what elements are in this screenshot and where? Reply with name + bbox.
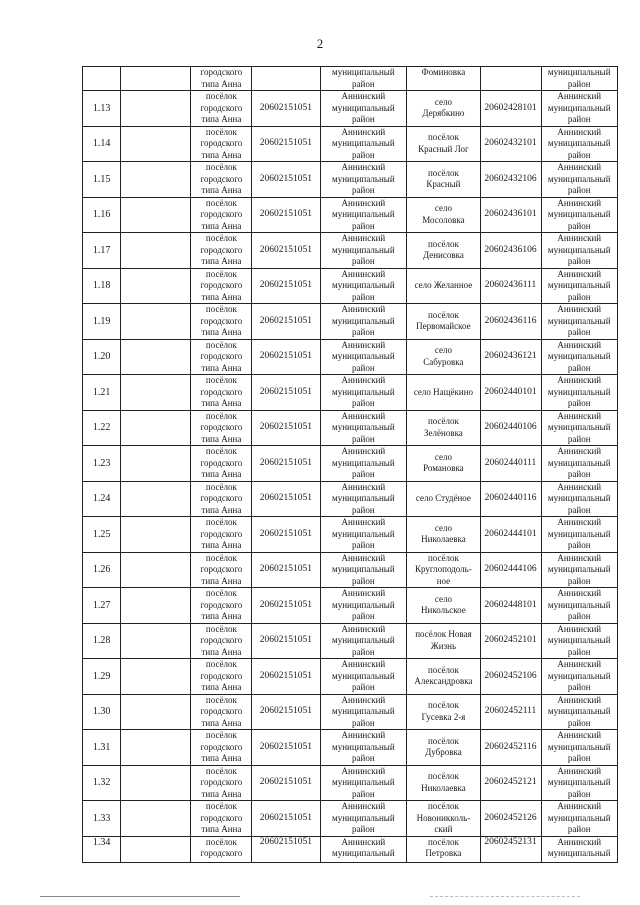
cell-place-code: 20602452126 [480, 801, 541, 837]
footer-dotted-rule [430, 896, 580, 897]
cell-municipality: Аннинский муниципальный район [320, 410, 407, 446]
cell-oktmo: 20602151051 [252, 801, 320, 837]
cell-blank [121, 339, 191, 375]
cell-oktmo: 20602151051 [252, 197, 320, 233]
cell-place-name: посёлок Александровка [407, 659, 480, 695]
cell-blank [121, 801, 191, 837]
table-row [83, 126, 618, 162]
cell-district: муниципальный район [541, 67, 618, 91]
cell-place-code: 20602452116 [480, 730, 541, 766]
cell-number: 1.16 [83, 197, 121, 233]
cell-settlement-type: посёлок городского типа Анна [191, 552, 252, 588]
cell-municipality: Аннинский муниципальный [320, 836, 407, 862]
cell-place-code: 20602436106 [480, 233, 541, 269]
cell-district: Аннинский муниципальный [541, 836, 618, 862]
cell-district: Аннинский муниципальный район [541, 446, 618, 482]
cell-oktmo: 20602151051 [252, 694, 320, 730]
cell-blank [121, 91, 191, 127]
cell-municipality: Аннинский муниципальный район [320, 375, 407, 411]
cell-settlement-type: посёлок городского типа Анна [191, 446, 252, 482]
cell-district: Аннинский муниципальный район [541, 410, 618, 446]
cell-number: 1.28 [83, 623, 121, 659]
table-row [83, 446, 618, 482]
cell-number: 1.27 [83, 588, 121, 624]
cell-blank [121, 233, 191, 269]
table-row-continuation [83, 67, 618, 91]
cell-place-code: 20602436101 [480, 197, 541, 233]
cell-settlement-type: посёлок городского типа Анна [191, 694, 252, 730]
cell-place-code: 20602436116 [480, 304, 541, 340]
table-row [83, 623, 618, 659]
cell-number: 1.14 [83, 126, 121, 162]
cell-district: Аннинский муниципальный район [541, 375, 618, 411]
cell-place-name: село Дерябкино [407, 91, 480, 127]
table-row [83, 588, 618, 624]
cell-district: Аннинский муниципальный район [541, 162, 618, 198]
page-number: 2 [316, 36, 324, 51]
cell-place-name: посёлок Денисовка [407, 233, 480, 269]
cell-settlement-type: посёлок городского [191, 836, 252, 862]
cell-place-code: 20602452101 [480, 623, 541, 659]
cell-number: 1.34 [83, 836, 121, 862]
cell-place-name: село Николаевка [407, 517, 480, 553]
table-row [83, 801, 618, 837]
cell-district: Аннинский муниципальный район [541, 268, 618, 304]
cell-settlement-type: посёлок городского типа Анна [191, 765, 252, 801]
cell-municipality: Аннинский муниципальный район [320, 446, 407, 482]
cell-municipality: Аннинский муниципальный район [320, 304, 407, 340]
table-row [83, 481, 618, 517]
cell-settlement-type: посёлок городского типа Анна [191, 339, 252, 375]
settlements-table [82, 66, 618, 863]
cell-oktmo: 20602151051 [252, 446, 320, 482]
cell-oktmo: 20602151051 [252, 623, 320, 659]
cell-number: 1.32 [83, 765, 121, 801]
cell-settlement-type: посёлок городского типа Анна [191, 268, 252, 304]
cell-municipality: Аннинский муниципальный район [320, 162, 407, 198]
cell-settlement-type: посёлок городского типа Анна [191, 91, 252, 127]
cell-number: 1.21 [83, 375, 121, 411]
cell-municipality: Аннинский муниципальный район [320, 481, 407, 517]
cell-district: Аннинский муниципальный район [541, 197, 618, 233]
cell-settlement-type: посёлок городского типа Анна [191, 126, 252, 162]
cell-oktmo: 20602151051 [252, 268, 320, 304]
cell-oktmo: 20602151051 [252, 410, 320, 446]
table-row [83, 517, 618, 553]
table-row [83, 552, 618, 588]
table-row [83, 91, 618, 127]
cell-settlement-type: посёлок городского типа Анна [191, 197, 252, 233]
cell-blank [121, 730, 191, 766]
cell-district: Аннинский муниципальный район [541, 233, 618, 269]
cell-blank [121, 836, 191, 862]
cell-blank [121, 623, 191, 659]
cell-place-code: 20602452106 [480, 659, 541, 695]
cell-settlement-type: посёлок городского типа Анна [191, 162, 252, 198]
cell-place-code: 20602440111 [480, 446, 541, 482]
cell-district: Аннинский муниципальный район [541, 304, 618, 340]
cell-place-name: село Сабуровка [407, 339, 480, 375]
cell-number [83, 67, 121, 91]
cell-oktmo: 20602151051 [252, 339, 320, 375]
cell-place-code: 20602452121 [480, 765, 541, 801]
cell-blank [121, 375, 191, 411]
cell-district: Аннинский муниципальный район [541, 801, 618, 837]
cell-place-name: Фоминовка [407, 67, 480, 91]
cell-place-code: 20602452131 [480, 836, 541, 862]
cell-municipality: Аннинский муниципальный район [320, 233, 407, 269]
table-row [83, 836, 618, 862]
cell-number: 1.24 [83, 481, 121, 517]
cell-municipality: Аннинский муниципальный район [320, 126, 407, 162]
cell-blank [121, 162, 191, 198]
cell-settlement-type: посёлок городского типа Анна [191, 375, 252, 411]
table-row [83, 233, 618, 269]
cell-blank [121, 517, 191, 553]
cell-oktmo: 20602151051 [252, 233, 320, 269]
cell-oktmo: 20602151051 [252, 162, 320, 198]
cell-settlement-type: посёлок городского типа Анна [191, 588, 252, 624]
table-row [83, 730, 618, 766]
cell-place-name: посёлок Гусевка 2-я [407, 694, 480, 730]
cell-municipality: Аннинский муниципальный район [320, 268, 407, 304]
cell-number: 1.18 [83, 268, 121, 304]
cell-district: Аннинский муниципальный район [541, 339, 618, 375]
cell-oktmo: 20602151051 [252, 765, 320, 801]
cell-district: Аннинский муниципальный район [541, 552, 618, 588]
cell-number: 1.15 [83, 162, 121, 198]
cell-place-name: посёлок Красный [407, 162, 480, 198]
cell-blank [121, 659, 191, 695]
cell-number: 1.31 [83, 730, 121, 766]
cell-place-name: село Никольское [407, 588, 480, 624]
cell-oktmo: 20602151051 [252, 836, 320, 862]
cell-place-name: село Нащёкино [407, 375, 480, 411]
cell-settlement-type: посёлок городского типа Анна [191, 801, 252, 837]
cell-place-name: посёлок Зелёновка [407, 410, 480, 446]
cell-blank [121, 765, 191, 801]
cell-place-name: посёлок Круглоподоль- ное [407, 552, 480, 588]
cell-place-code: 20602452111 [480, 694, 541, 730]
cell-place-name: село Мосоловка [407, 197, 480, 233]
cell-oktmo: 20602151051 [252, 304, 320, 340]
cell-number: 1.20 [83, 339, 121, 375]
footer-rule [40, 896, 240, 897]
cell-settlement-type: посёлок городского типа Анна [191, 233, 252, 269]
cell-place-code: 20602440101 [480, 375, 541, 411]
table-body [83, 67, 618, 863]
cell-place-name: посёлок Новая Жизнь [407, 623, 480, 659]
cell-oktmo: 20602151051 [252, 517, 320, 553]
cell-settlement-type: посёлок городского типа Анна [191, 517, 252, 553]
cell-number: 1.29 [83, 659, 121, 695]
cell-place-name: посёлок Николаевка [407, 765, 480, 801]
cell-number: 1.23 [83, 446, 121, 482]
cell-oktmo: 20602151051 [252, 730, 320, 766]
cell-blank [121, 410, 191, 446]
cell-oktmo: 20602151051 [252, 91, 320, 127]
cell-blank [121, 446, 191, 482]
cell-place-code: 20602432101 [480, 126, 541, 162]
cell-number: 1.22 [83, 410, 121, 446]
cell-place-code: 20602436111 [480, 268, 541, 304]
cell-municipality: Аннинский муниципальный район [320, 730, 407, 766]
cell-blank [121, 694, 191, 730]
cell-place-code: 20602440106 [480, 410, 541, 446]
cell-blank [121, 197, 191, 233]
cell-district: Аннинский муниципальный район [541, 623, 618, 659]
cell-district: Аннинский муниципальный район [541, 765, 618, 801]
table-row [83, 375, 618, 411]
cell-oktmo: 20602151051 [252, 481, 320, 517]
cell-number: 1.13 [83, 91, 121, 127]
table-row [83, 197, 618, 233]
cell-municipality: Аннинский муниципальный район [320, 659, 407, 695]
cell-settlement-type: посёлок городского типа Анна [191, 730, 252, 766]
cell-blank [121, 67, 191, 91]
cell-settlement-type: посёлок городского типа Анна [191, 659, 252, 695]
cell-district: Аннинский муниципальный район [541, 659, 618, 695]
cell-number: 1.25 [83, 517, 121, 553]
cell-place-name: село Студёное [407, 481, 480, 517]
cell-municipality: Аннинский муниципальный район [320, 339, 407, 375]
cell-municipality: Аннинский муниципальный район [320, 694, 407, 730]
cell-municipality: Аннинский муниципальный район [320, 765, 407, 801]
cell-blank [121, 268, 191, 304]
cell-place-code: 20602444106 [480, 552, 541, 588]
cell-district: Аннинский муниципальный район [541, 517, 618, 553]
cell-blank [121, 588, 191, 624]
table-row [83, 659, 618, 695]
cell-municipality: Аннинский муниципальный район [320, 197, 407, 233]
cell-settlement-type: городского типа Анна [191, 67, 252, 91]
cell-place-code: 20602432106 [480, 162, 541, 198]
cell-municipality: Аннинский муниципальный район [320, 801, 407, 837]
cell-municipality: Аннинский муниципальный район [320, 588, 407, 624]
cell-oktmo: 20602151051 [252, 126, 320, 162]
table-row [83, 410, 618, 446]
cell-place-name: посёлок Дубровка [407, 730, 480, 766]
table-row [83, 694, 618, 730]
cell-blank [121, 481, 191, 517]
cell-settlement-type: посёлок городского типа Анна [191, 623, 252, 659]
cell-number: 1.19 [83, 304, 121, 340]
cell-number: 1.30 [83, 694, 121, 730]
table-row [83, 162, 618, 198]
cell-district: Аннинский муниципальный район [541, 481, 618, 517]
cell-place-code: 20602428101 [480, 91, 541, 127]
cell-place-code: 20602440116 [480, 481, 541, 517]
cell-place-name: село Желанное [407, 268, 480, 304]
table-row [83, 765, 618, 801]
cell-settlement-type: посёлок городского типа Анна [191, 304, 252, 340]
cell-district: Аннинский муниципальный район [541, 126, 618, 162]
cell-place-code: 20602444101 [480, 517, 541, 553]
cell-district: Аннинский муниципальный район [541, 91, 618, 127]
cell-blank [121, 304, 191, 340]
table-row [83, 339, 618, 375]
cell-municipality: Аннинский муниципальный район [320, 517, 407, 553]
cell-place-name: село Романовка [407, 446, 480, 482]
cell-settlement-type: посёлок городского типа Анна [191, 481, 252, 517]
cell-place-name: посёлок Новоникколь- ский [407, 801, 480, 837]
cell-place-name: посёлок Красный Лог [407, 126, 480, 162]
cell-blank [121, 552, 191, 588]
cell-municipality: муниципальный район [320, 67, 407, 91]
cell-municipality: Аннинский муниципальный район [320, 623, 407, 659]
cell-district: Аннинский муниципальный район [541, 730, 618, 766]
table-row [83, 268, 618, 304]
cell-oktmo: 20602151051 [252, 375, 320, 411]
cell-number: 1.26 [83, 552, 121, 588]
cell-number: 1.33 [83, 801, 121, 837]
cell-oktmo: 20602151051 [252, 552, 320, 588]
cell-place-code [480, 67, 541, 91]
cell-number: 1.17 [83, 233, 121, 269]
cell-place-code: 20602448101 [480, 588, 541, 624]
cell-oktmo [252, 67, 320, 91]
cell-oktmo: 20602151051 [252, 588, 320, 624]
cell-blank [121, 126, 191, 162]
cell-municipality: Аннинский муниципальный район [320, 91, 407, 127]
cell-district: Аннинский муниципальный район [541, 694, 618, 730]
table-row [83, 304, 618, 340]
cell-oktmo: 20602151051 [252, 659, 320, 695]
cell-municipality: Аннинский муниципальный район [320, 552, 407, 588]
cell-place-name: посёлок Петровка [407, 836, 480, 862]
cell-place-code: 20602436121 [480, 339, 541, 375]
cell-place-name: посёлок Первомайское [407, 304, 480, 340]
cell-district: Аннинский муниципальный район [541, 588, 618, 624]
cell-settlement-type: посёлок городского типа Анна [191, 410, 252, 446]
